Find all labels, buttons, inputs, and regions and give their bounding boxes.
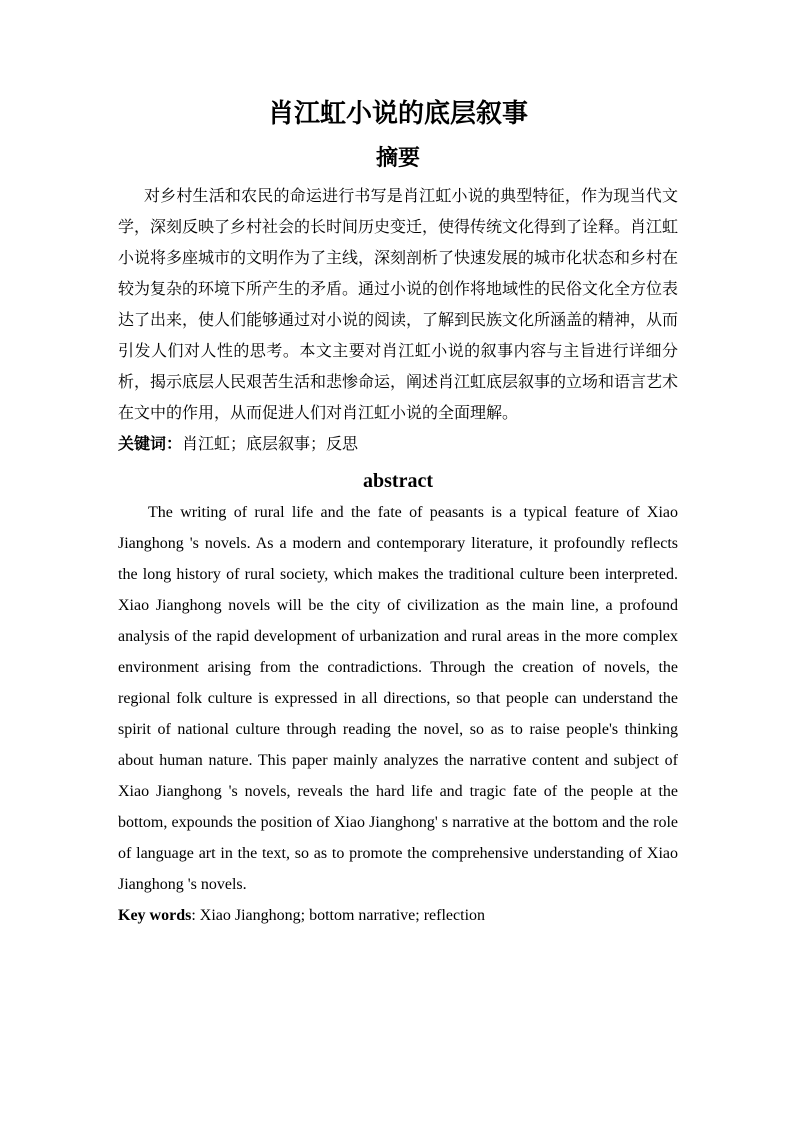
document-title: 肖江虹小说的底层叙事: [267, 99, 528, 128]
en-keywords-text: : Xiao Jianghong; bottom narrative; reflection: [191, 907, 486, 924]
zh-keywords-text: 肖江虹；底层叙事；反思: [182, 436, 359, 453]
en-abstract-heading: abstract: [363, 470, 433, 492]
zh-abstract-heading: 摘要: [375, 145, 420, 170]
zh-keywords-label: 关键词：: [118, 436, 183, 453]
zh-keywords-line: [118, 429, 678, 460]
en-keywords-label: Key words: [118, 907, 192, 924]
page-content: [118, 94, 678, 931]
en-abstract-paragraph: The writing of rural life and the fate of peasants is a typical feature of Xiao Jianghong 's novels. As a modern and contemporary literature, it profoundly reflects the long history of rural society, which makes the traditional culture been interpreted. Xiao Jianghong novels will be the city of civilization as the main line, a profound analysis of the rapid development of urbanization and rural areas in the more complex environment arising from the contradictions. Through the creation of novels, the regional folk culture is expressed in all directions, so that people can understand the spirit of national culture through reading the novel, so as to raise people's thinking about human nature. This paper mainly analyzes the narrative content and subject of Xiao Jianghong 's novels, reveals the hard life and tragic fate of the people at the bottom, expounds the position of Xiao Jianghong' s narrative at the bottom and the role of language art in the text, so as to promote the comprehensive understanding of Xiao Jianghong 's novels.: [118, 504, 678, 893]
zh-abstract-paragraph: 对乡村生活和农民的命运进行书写是肖江虹小说的典型特征，作为现当代文学，深刻反映了乡村社会的长时间历史变迁，使得传统文化得到了诠释。肖江虹小说将多座城市的文明作为了主线，深刻剖析了快速发展的城市化状态和乡村在较为复杂的环境下所产生的矛盾。通过小说的创作将地域性的民俗文化全方位表达了出来，使人们能够通过对小说的阅读，了解到民族文化所涵盖的精神，从而引发人们对人性的思考。本文主要对肖江虹小说的叙事内容与主旨进行详细分析，揭示底层人民艰苦生活和悲惨命运，阐述肖江虹底层叙事的立场和语言艺术在文中的作用，从而促进人们对肖江虹小说的全面理解。: [118, 188, 679, 422]
en-keywords-line: [118, 900, 678, 931]
